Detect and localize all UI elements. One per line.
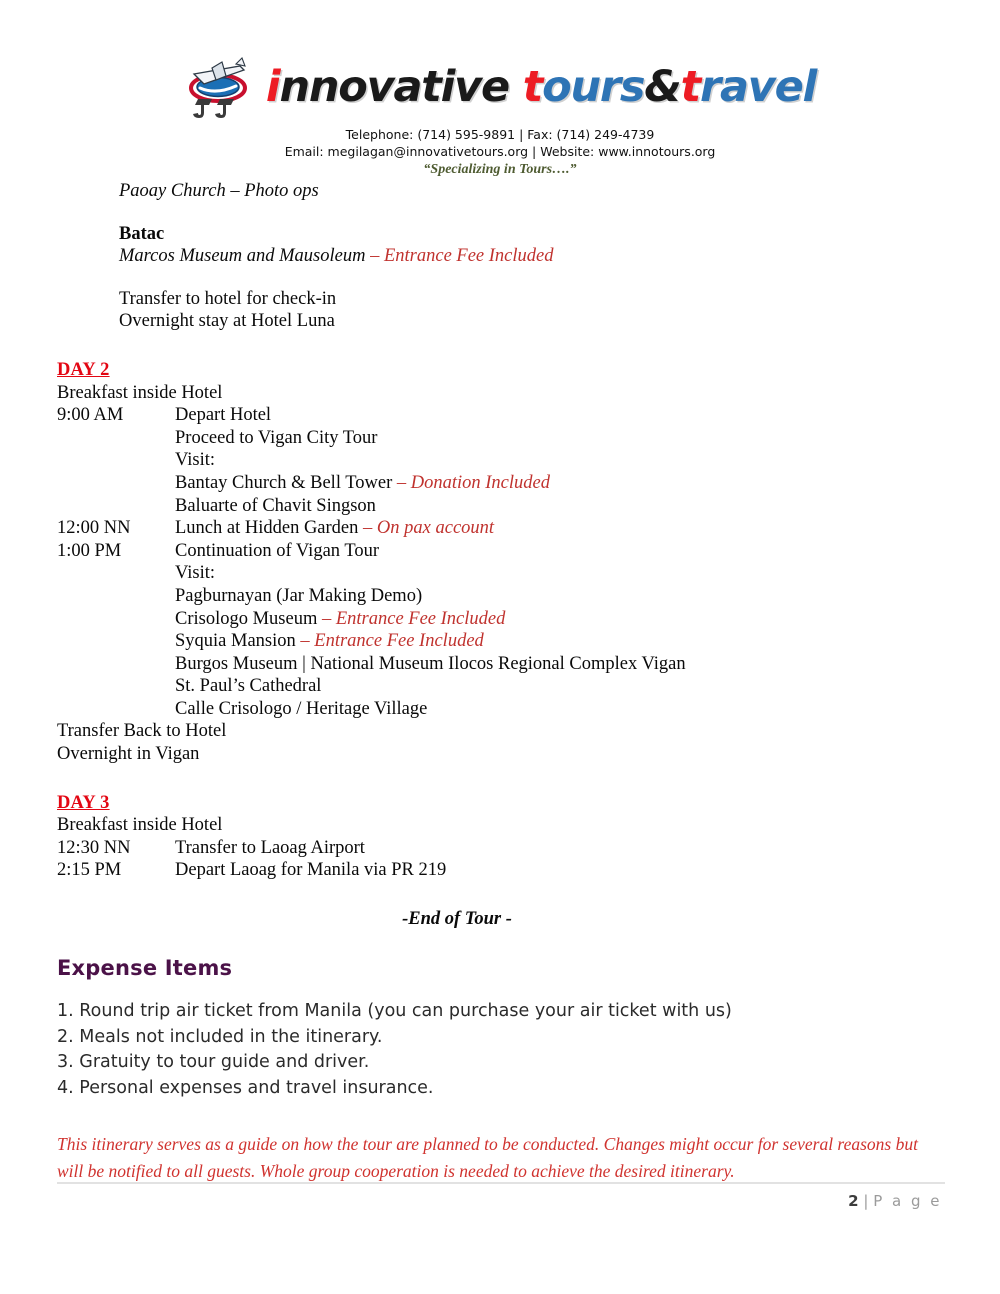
itinerary-row <box>57 698 947 721</box>
row-desc-note: – Entrance Fee Included <box>300 631 484 652</box>
row-desc-text: Baluarte of Chavit Singson <box>175 495 376 516</box>
row-desc <box>175 495 947 518</box>
row-time <box>57 698 175 721</box>
day2-transfer-back: Transfer Back to Hotel <box>57 721 227 742</box>
marcos-museum-note: – Entrance Fee Included <box>370 246 554 267</box>
row-desc-text: Continuation of Vigan Tour <box>175 540 379 561</box>
row-desc-text: Bantay Church & Bell Tower <box>175 472 397 493</box>
row-time <box>57 495 175 518</box>
itinerary-row <box>57 630 947 653</box>
itinerary-row <box>57 495 947 518</box>
row-desc-text: Burgos Museum | National Museum Ilocos Regional Complex Vigan <box>175 653 686 674</box>
row-desc-text: Depart Hotel <box>175 405 272 426</box>
itinerary-row <box>57 859 947 882</box>
row-desc-note: – Entrance Fee Included <box>321 608 506 629</box>
email-website-line: Email: megilagan@innovativetours.org | Website: www.innotours.org <box>284 144 716 159</box>
row-desc <box>175 472 947 495</box>
row-time <box>57 653 175 676</box>
expense-items-list <box>57 999 947 1101</box>
paoay-church-line: Paoay Church – Photo ops <box>119 181 319 201</box>
row-time <box>57 608 175 631</box>
row-time: 12:30 NN <box>57 837 131 858</box>
row-time <box>57 585 175 608</box>
marcos-museum-label: Marcos Museum and Mausoleum <box>119 246 371 267</box>
day2-overnight: Overnight in Vigan <box>57 744 200 765</box>
row-desc-text: Proceed to Vigan City Tour <box>175 427 378 448</box>
itinerary-row <box>57 540 947 563</box>
row-time: 12:00 NN <box>57 518 131 539</box>
row-desc <box>175 675 947 698</box>
expense-item: 1. Round trip air ticket from Manila (you can purchase your air ticket with us) <box>57 1001 732 1022</box>
expense-items-section <box>57 957 947 1102</box>
wordmark-part-nnovative: nnovative <box>279 61 509 112</box>
row-time <box>57 675 175 698</box>
footer-page-word: P a g e <box>873 1192 942 1210</box>
footer-divider <box>57 1182 945 1184</box>
row-desc <box>175 517 947 540</box>
row-desc <box>175 449 947 472</box>
row-desc-text: Calle Crisologo / Heritage Village <box>175 698 428 719</box>
brand-row <box>0 52 1000 122</box>
end-of-tour-line: -End of Tour - <box>402 909 512 930</box>
itinerary-row <box>57 472 947 495</box>
row-time: 2:15 PM <box>57 860 122 881</box>
overnight-hotel-luna-line: Overnight stay at Hotel Luna <box>119 311 335 332</box>
wordmark-part-t2: t <box>680 61 700 112</box>
itinerary-row <box>57 837 947 860</box>
phone-line: Telephone: (714) 595-9891 | Fax: (714) 249-4739 <box>345 127 655 142</box>
itinerary-row <box>57 562 947 585</box>
itinerary-row <box>57 653 947 676</box>
itinerary-row <box>57 675 947 698</box>
itinerary-row <box>57 427 947 450</box>
row-time <box>57 562 175 585</box>
itinerary-row <box>57 517 947 540</box>
row-desc <box>175 562 947 585</box>
wordmark-part-ours: ours <box>542 61 645 112</box>
footer-page-indicator <box>848 1192 942 1210</box>
row-desc-text: Lunch at Hidden Garden <box>175 518 364 539</box>
itinerary-row <box>57 404 947 427</box>
company-tagline: “Specializing in Tours….” <box>423 162 577 177</box>
row-desc-text: Visit: <box>175 450 216 471</box>
row-time: 9:00 AM <box>57 405 124 426</box>
day3-heading: DAY 3 <box>57 792 110 813</box>
itinerary-row <box>57 449 947 472</box>
row-desc <box>175 698 947 721</box>
day2-section <box>57 359 947 766</box>
expense-items-heading: Expense Items <box>57 955 233 980</box>
footer-page-number: 2 <box>848 1192 859 1210</box>
itinerary-row <box>57 585 947 608</box>
itinerary-disclaimer: This itinerary serves as a guide on how the tour are planned to be conducted. Changes might occur for several reasons but will be notified to all guests. Whole group cooperation is needed to achieve the desired itinerary. <box>57 1134 918 1182</box>
day2-heading: DAY 2 <box>57 359 110 380</box>
marcos-museum-line <box>57 245 947 268</box>
row-desc-text: St. Paul’s Cathedral <box>175 676 322 697</box>
wordmark-part-ravel: ravel <box>699 61 817 112</box>
row-desc <box>175 608 947 631</box>
row-time <box>57 449 175 472</box>
itinerary-body <box>57 180 947 1185</box>
wordmark-part-i: i <box>265 61 280 112</box>
row-desc <box>175 653 947 676</box>
row-desc <box>175 540 947 563</box>
row-desc: Depart Laoag for Manila via PR 219 <box>175 860 447 881</box>
row-desc-text: Syquia Mansion <box>175 631 301 652</box>
airplane-globe-logo-icon <box>184 54 252 120</box>
batac-heading: Batac <box>119 223 165 244</box>
footer-separator: | <box>858 1192 874 1210</box>
row-desc-note: – On pax account <box>363 518 495 539</box>
wordmark-part-t: t <box>508 61 543 112</box>
transfer-to-hotel-line: Transfer to hotel for check-in <box>119 288 337 309</box>
row-desc <box>175 427 947 450</box>
row-desc <box>175 585 947 608</box>
expense-item: 2. Meals not included in the itinerary. <box>57 1026 383 1047</box>
day3-breakfast: Breakfast inside Hotel <box>57 815 223 836</box>
row-time: 1:00 PM <box>57 540 122 561</box>
row-desc <box>175 630 947 653</box>
day2-breakfast: Breakfast inside Hotel <box>57 382 223 403</box>
expense-item: 4. Personal expenses and travel insurance. <box>57 1077 434 1098</box>
row-desc-text: Visit: <box>175 563 216 584</box>
expense-item: 3. Gratuity to tour guide and driver. <box>57 1052 370 1073</box>
contact-block <box>0 126 1000 160</box>
row-desc-text: Crisologo Museum <box>175 608 322 629</box>
company-wordmark <box>265 61 817 112</box>
row-time <box>57 472 175 495</box>
row-time <box>57 630 175 653</box>
day3-section <box>57 792 947 882</box>
wordmark-part-ampersand: & <box>644 61 681 112</box>
row-desc-text: Pagburnayan (Jar Making Demo) <box>175 585 423 606</box>
row-time <box>57 427 175 450</box>
row-desc: Transfer to Laoag Airport <box>175 837 365 858</box>
row-desc <box>175 404 947 427</box>
letterhead <box>0 52 1000 178</box>
row-desc-note: – Donation Included <box>396 472 550 493</box>
itinerary-row <box>57 608 947 631</box>
